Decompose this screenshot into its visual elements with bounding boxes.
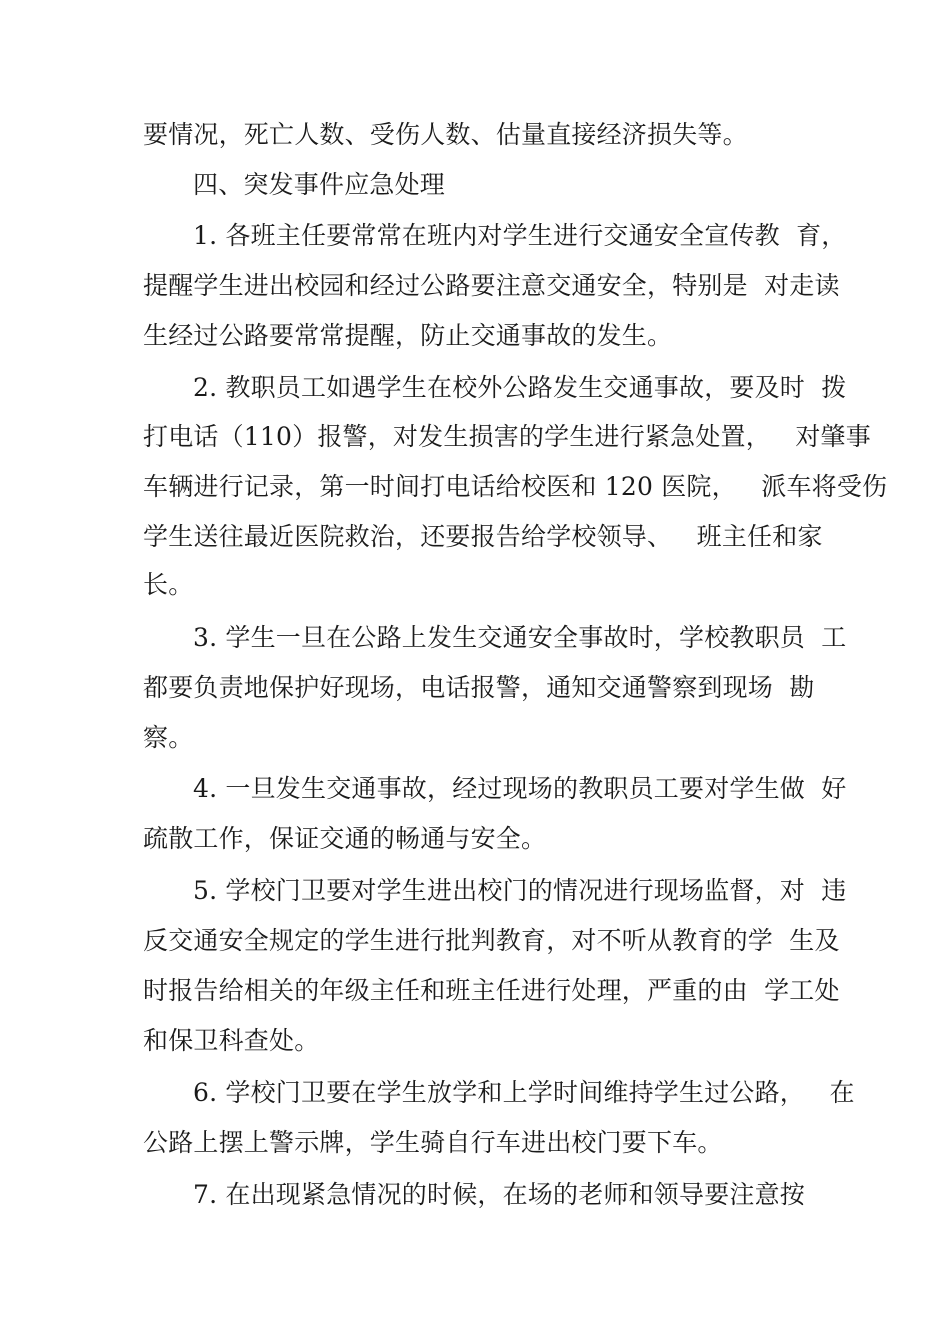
- text-line: 2. 教职员工如遇学生在校外公路发生交通事故，要及时 拨: [193, 373, 847, 402]
- text-line: 提醒学生进出校园和经过公路要注意交通安全，特别是 对走读: [143, 271, 840, 300]
- text-line: 生经过公路要常常提醒，防止交通事故的发生。: [143, 321, 673, 350]
- text-line: 都要负责地保护好现场，电话报警，通知交通警察到现场 勘: [143, 673, 815, 702]
- text-line: 要情况，死亡人数、受伤人数、估量直接经济损失等。: [143, 120, 748, 149]
- text-line: 和保卫科查处。: [143, 1026, 320, 1055]
- text-line: 7. 在出现紧急情况的时候，在场的老师和领导要注意按: [193, 1180, 806, 1209]
- text-line: 5. 学校门卫要对学生进出校门的情况进行现场监督，对 违: [193, 876, 847, 905]
- text-line: 车辆进行记录，第一时间打电话给校医和 120 医院， 派车将受伤: [143, 472, 888, 501]
- text-line: 公路上摆上警示牌，学生骑自行车进出校门要下车。: [143, 1128, 723, 1157]
- text-line: 6. 学校门卫要在学生放学和上学时间维持学生过公路， 在: [193, 1078, 855, 1107]
- text-line: 打电话（110）报警，对发生损害的学生进行紧急处置， 对肇事: [143, 422, 871, 451]
- text-line: 1. 各班主任要常常在班内对学生进行交通安全宣传教 育，: [193, 221, 847, 250]
- text-line: 察。: [143, 723, 194, 752]
- text-line: 3. 学生一旦在公路上发生交通安全事故时，学校教职员 工: [193, 623, 847, 652]
- text-line: 反交通安全规定的学生进行批判教育，对不听从教育的学 生及: [143, 926, 840, 955]
- text-line: 疏散工作，保证交通的畅通与安全。: [143, 824, 547, 853]
- text-line: 时报告给相关的年级主任和班主任进行处理，严重的由 学工处: [143, 976, 840, 1005]
- section-heading: 四、突发事件应急处理: [193, 170, 446, 199]
- text-line: 学生送往最近医院救治，还要报告给学校领导、 班主任和家: [143, 522, 823, 551]
- text-line: 4. 一旦发生交通事故，经过现场的教职员工要对学生做 好: [193, 774, 847, 803]
- text-line: 长。: [143, 570, 194, 599]
